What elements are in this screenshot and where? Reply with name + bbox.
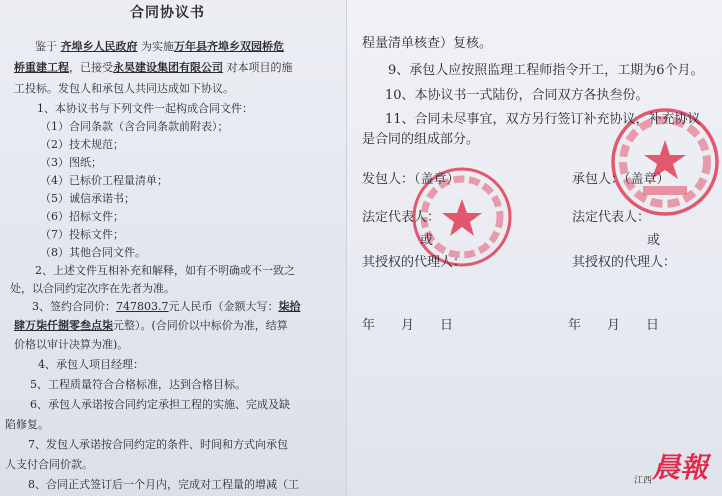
- watermark-small: 江西: [634, 476, 653, 486]
- newspaper-watermark: [634, 446, 708, 486]
- clause-5: 5、工程质量符合合格标准，达到合格目标。: [30, 378, 246, 391]
- employer-or-label: 或: [420, 233, 434, 248]
- document-item: （8）其他合同文件。: [40, 246, 146, 259]
- document-item: （2）技术规范；: [40, 138, 124, 151]
- document-item: （4）已标价工程量清单；: [40, 174, 168, 187]
- document-item: （7）投标文件；: [40, 228, 124, 241]
- employer-date: 年 月 日: [362, 318, 454, 333]
- text: 鉴于: [35, 40, 57, 53]
- clause-6: 6、承包人承诺按合同约定承担工程的实施、完成及缺: [30, 398, 290, 411]
- contract-price-words: 柒拾: [278, 300, 301, 313]
- document-item: （6）招标文件；: [40, 210, 124, 223]
- text: 对本项目的施: [226, 61, 293, 74]
- contractor-party-label: 承包人：（盖章）: [572, 172, 670, 187]
- clause-6-cont: 陷修复。: [5, 418, 49, 431]
- contract-page-left: [0, 0, 346, 496]
- employer-name: 齐埠乡人民政府: [60, 40, 138, 53]
- document-item: （5）诚信承诺书；: [40, 192, 135, 205]
- text: ，已接受: [69, 61, 113, 74]
- contractor-name: 永昊建设集团有限公司: [113, 61, 223, 74]
- contractor-or-label: 或: [647, 233, 661, 248]
- contractor-legal-rep-label: 法定代表人：: [572, 210, 651, 225]
- clause-8: 8、合同正式签订后一个月内，完成对工程量的增减（工: [28, 478, 299, 491]
- clause-3-cont-2: 价格以审计决算为准)。: [14, 338, 129, 351]
- contractor-date: 年 月 日: [568, 318, 660, 333]
- document-item: （1）合同条款（含合同条款前附表）；: [40, 120, 229, 133]
- watermark-logo: 晨報: [652, 451, 709, 484]
- clause-3: [32, 300, 301, 314]
- clause-9: 9、承包人应按照监理工程师指令开工，工期为6个月。: [388, 63, 704, 78]
- text: 元整）。(合同价以中标价为准，结算: [113, 319, 288, 332]
- text: 3、签约合同价：: [32, 300, 116, 313]
- intro-line-2: [14, 61, 293, 75]
- text: 为实施: [141, 40, 174, 53]
- clause-2: 2、上述文件互相补充和解释，如有不明确或不一致之: [35, 264, 295, 277]
- clause-10: 10、本协议书一式陆份，合同双方各执叁份。: [385, 88, 649, 103]
- star-icon: [442, 199, 482, 236]
- clause-7-cont: 人支付合同价款。: [5, 458, 93, 471]
- clause-8-cont: 程量清单核查）复核。: [362, 36, 493, 51]
- employer-agent-label: 其授权的代理人：: [362, 255, 467, 270]
- project-name: 万年县齐埠乡双园桥危: [174, 40, 284, 53]
- clause-2-cont: 处，以合同约定次序在先者为准。: [10, 282, 175, 295]
- contract-price: 747803.7: [116, 300, 169, 313]
- contract-price-words-cont: 肆万柒仟捌零叁点柒: [14, 319, 113, 332]
- clause-4: 4、承包人项目经理：: [38, 358, 144, 371]
- clause-11-cont: 是合同的组成部分。: [362, 132, 480, 147]
- text: 元人民币（金额大写：: [168, 300, 279, 313]
- clause-11: 11、合同未尽事宜，双方另行签订补充协议，补充协议: [385, 112, 701, 127]
- contractor-agent-label: 其授权的代理人：: [572, 255, 677, 270]
- intro-line-1: [35, 40, 284, 54]
- employer-legal-rep-label: 法定代表人：: [362, 210, 441, 225]
- intro-line-3: 工投标。发包人和承包人共同达成如下协议。: [14, 82, 234, 95]
- clause-1: 1、本协议书与下列文件一起构成合同文件：: [37, 102, 253, 115]
- clause-3-cont: [14, 319, 288, 333]
- project-name-cont: 桥重建工程: [14, 61, 69, 74]
- document-item: （3）图纸；: [40, 156, 102, 169]
- document-title: 合同协议书: [130, 5, 205, 21]
- clause-7: 7、发包人承诺按合同约定的条件、时间和方式向承包: [28, 438, 288, 451]
- employer-party-label: 发包人：（盖章）: [362, 172, 460, 187]
